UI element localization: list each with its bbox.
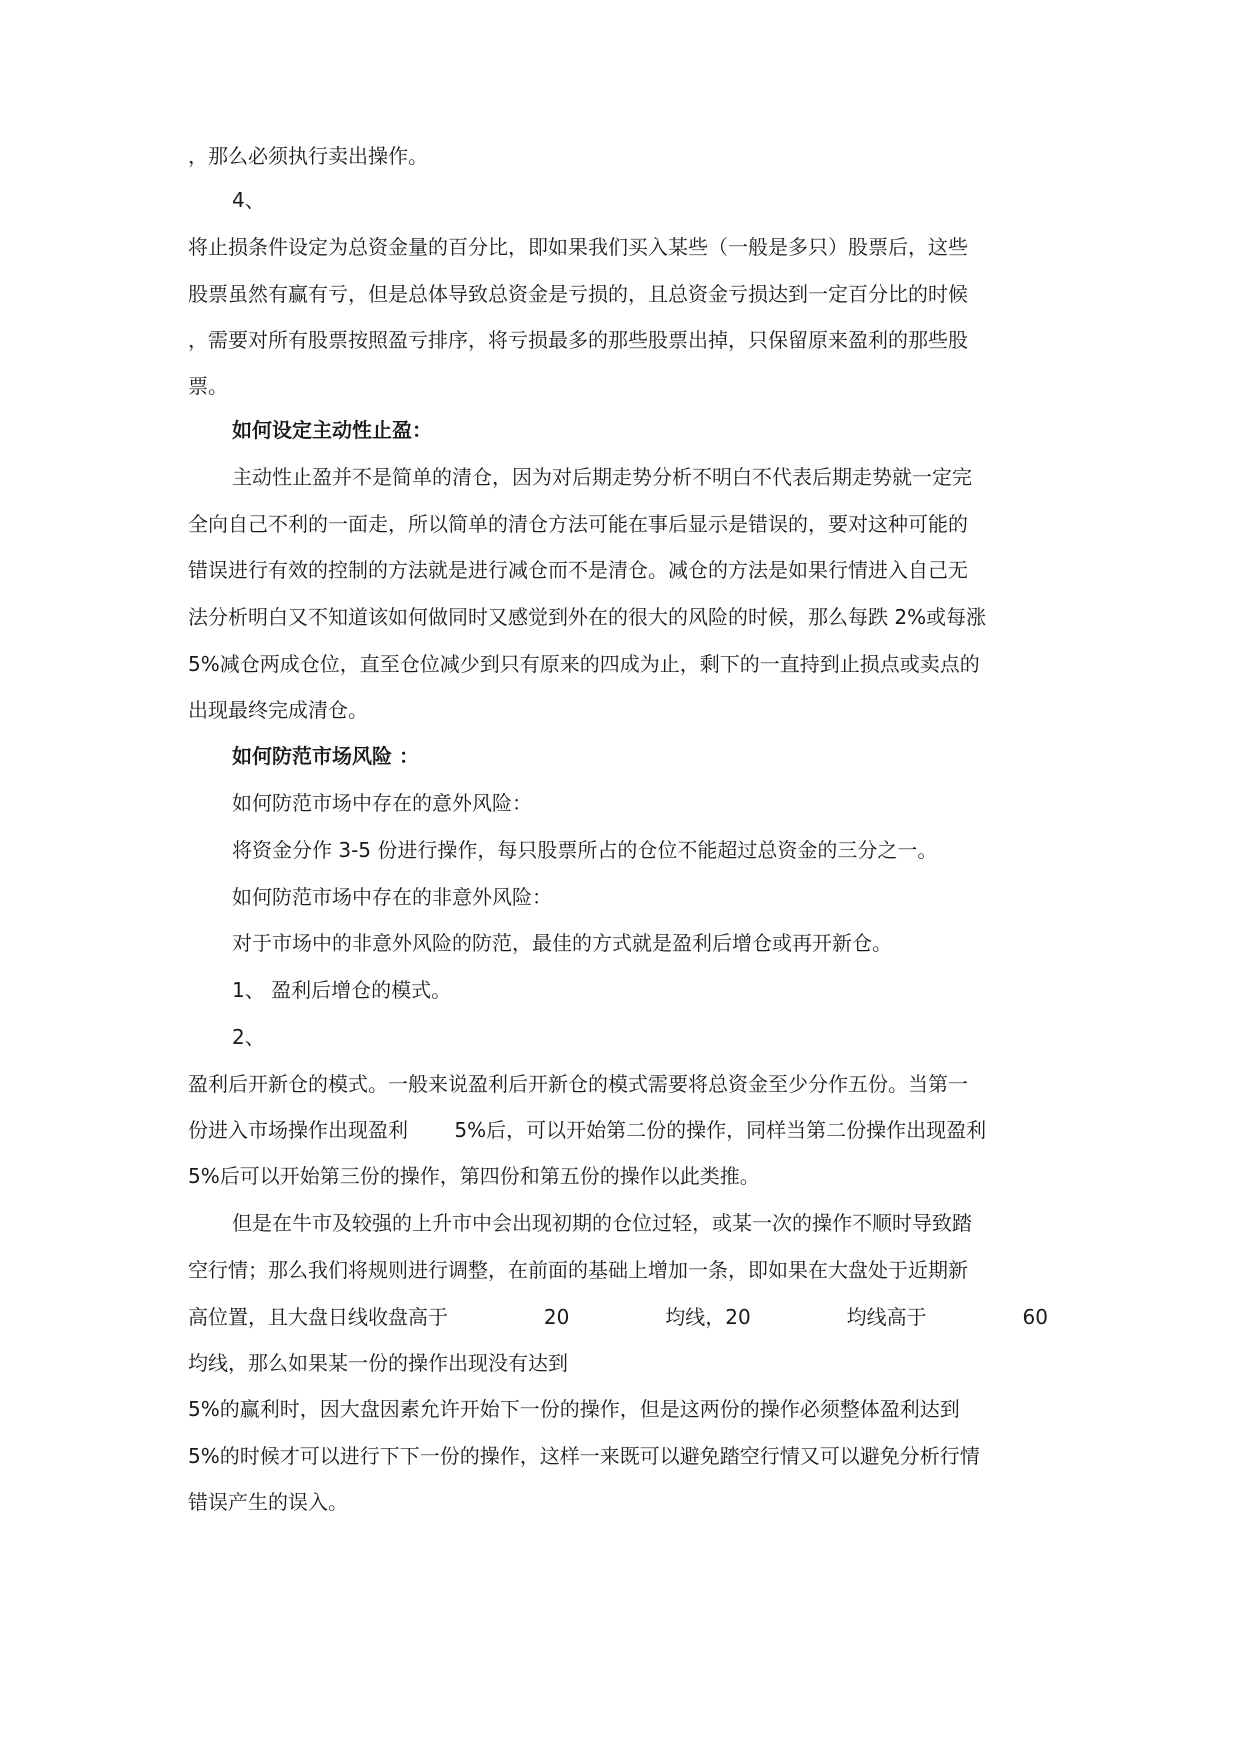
paragraph-line: 股票虽然有赢有亏，但是总体导致总资金是亏损的，且总资金亏损达到一定百分比的时候: [188, 282, 968, 306]
text-segment: 均线高于: [846, 1305, 927, 1329]
section-heading: 如何设定主动性止盈：: [232, 418, 432, 442]
paragraph-line: 份进入市场操作出现盈利 5%后，可以开始第二份的操作，同样当第二份操作出现盈利: [188, 1118, 987, 1142]
paragraph-line: 但是在牛市及较强的上升市中会出现初期的仓位过轻，或某一次的操作不顺时导致踏: [232, 1211, 972, 1235]
paragraph-line: 全向自己不利的一面走，所以简单的清仓方法可能在事后显示是错误的，要对这种可能的: [188, 512, 968, 536]
list-number: 2、: [232, 1025, 265, 1049]
paragraph-line: 出现最终完成清仓。: [188, 698, 368, 722]
paragraph-line: 盈利后开新仓的模式。一般来说盈利后开新仓的模式需要将总资金至少分作五份。当第一: [188, 1072, 968, 1096]
paragraph-line: 5%后可以开始第三份的操作，第四份和第五份的操作以此类推。: [188, 1164, 760, 1188]
paragraph-line: 空行情；那么我们将规则进行调整，在前面的基础上增加一条，即如果在大盘处于近期新: [188, 1258, 968, 1282]
section-heading: 如何防范市场风险 ：: [232, 744, 419, 768]
paragraph-line: 主动性止盈并不是简单的清仓，因为对后期走势分析不明白不代表后期走势就一定完: [232, 465, 972, 489]
paragraph-line: 5%的时候才可以进行下下一份的操作，这样一来既可以避免踏空行情又可以避免分析行情: [188, 1444, 980, 1468]
paragraph-line: 5%的赢利时，因大盘因素允许开始下一份的操作，但是这两份的操作必须整体盈利达到: [188, 1397, 960, 1421]
paragraph-line: 错误进行有效的控制的方法就是进行减仓而不是清仓。减仓的方法是如果行情进入自己无: [188, 558, 968, 582]
paragraph-line: 错误产生的误入。: [188, 1490, 348, 1514]
paragraph-line: 将止损条件设定为总资金量的百分比，即如果我们买入某些（一般是多只）股票后，这些: [188, 235, 968, 259]
list-number: 4、: [232, 188, 265, 212]
paragraph-line: 将资金分作 3-5 份进行操作，每只股票所占的仓位不能超过总资金的三分之一。: [232, 838, 938, 862]
paragraph-line: ，那么必须执行卖出操作。: [188, 144, 428, 168]
paragraph-line: ，需要对所有股票按照盈亏排序，将亏损最多的那些股票出掉，只保留原来盈利的那些股: [188, 328, 968, 352]
text-segment: 高位置，且大盘日线收盘高于: [188, 1305, 448, 1329]
text-segment: 60: [1022, 1305, 1048, 1329]
paragraph-line: 如何防范市场中存在的非意外风险：: [232, 885, 552, 909]
paragraph-line: 票。: [188, 374, 228, 398]
list-item: 1、 盈利后增仓的模式。: [232, 978, 452, 1002]
text-segment: 均线，20: [665, 1305, 751, 1329]
text-segment: 20: [543, 1305, 570, 1329]
paragraph-line: 均线，那么如果某一份的操作出现没有达到: [188, 1351, 568, 1375]
paragraph-line: 对于市场中的非意外风险的防范，最佳的方式就是盈利后增仓或再开新仓。: [232, 931, 892, 955]
paragraph-line: 5%减仓两成仓位，直至仓位减少到只有原来的四成为止，剩下的一直持到止损点或卖点的: [188, 652, 980, 676]
justified-line: [188, 1303, 1048, 1331]
paragraph-line: 如何防范市场中存在的意外风险：: [232, 791, 532, 815]
paragraph-line: 法分析明白又不知道该如何做同时又感觉到外在的很大的风险的时候，那么每跌 2%或每涨: [188, 605, 987, 629]
